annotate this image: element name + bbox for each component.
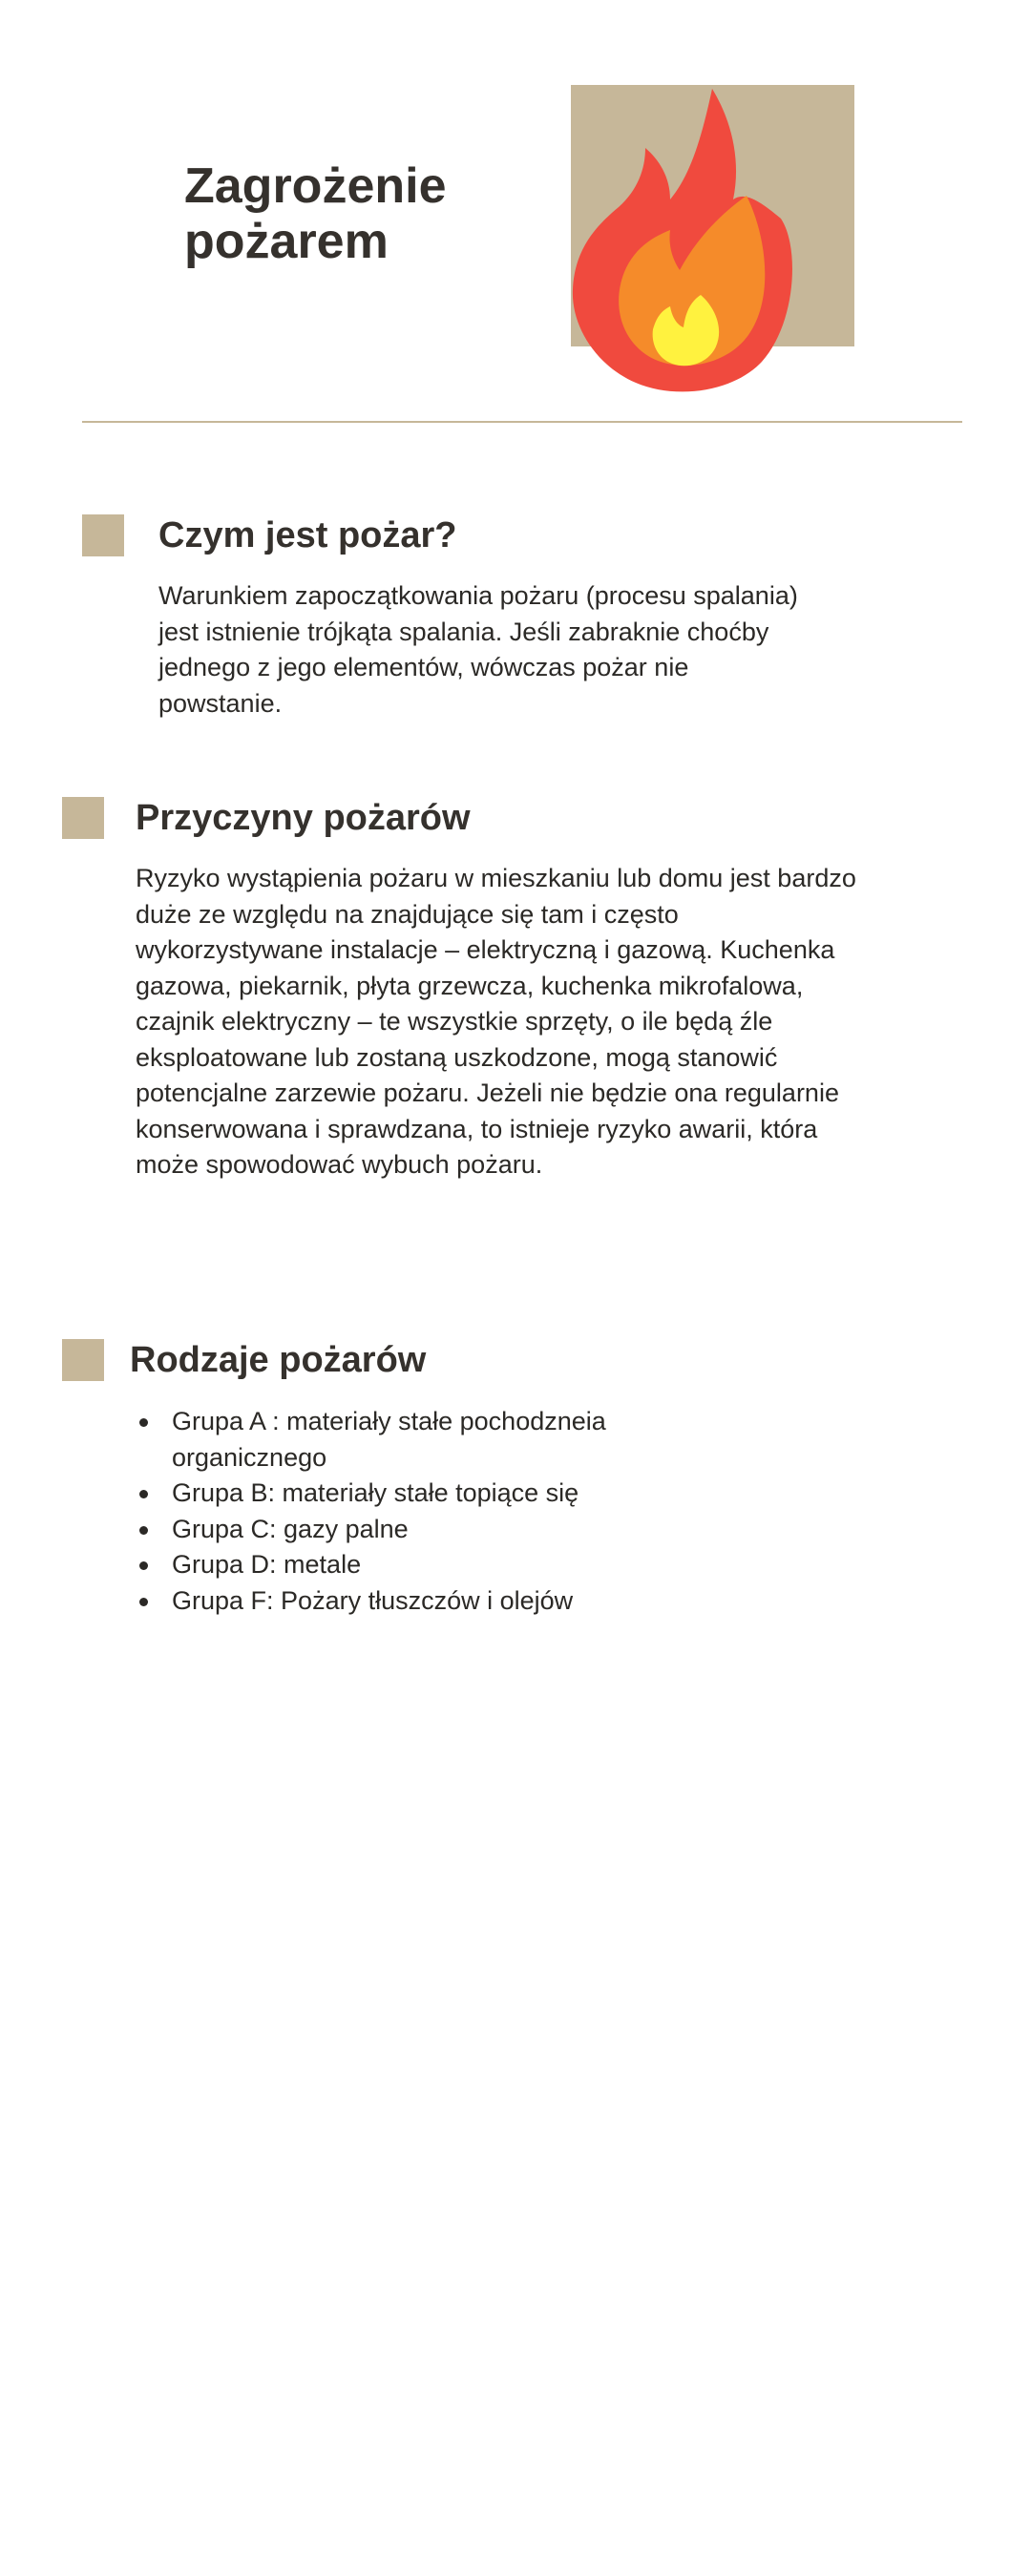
- section-text-czym-jest-pozar: Warunkiem zapoczątkowania pożaru (procesu spalania) jest istnienie trójkąta spalania. Jeśli zabraknie choćby jednego z jego elementów, wówczas pożar nie powstanie.: [158, 581, 798, 718]
- section-heading-czym-jest-pozar: Czym jest pożar?: [158, 515, 457, 555]
- section-text-przyczyny-pozarow: Ryzyko wystąpienia pożaru w mieszkaniu lub domu jest bardzo duże ze względu na znajdujące się tam i często wykorzystywane instalacje – elektryczną i gazową. Kuchenka gazowa, piekarnik, płyta grzewcza, kuchenka mikrofalowa, czajnik elektryczny – te wszystkie sprzęty, o ile będą źle eksploatowane lub zostaną uszkodzone, mogą stanowić potencjalne zarzewie pożaru. Jeżeli nie będzie ona regularnie konserwowana i sprawdzana, to istnieje ryzyko awarii, która może spowodować wybuch pożaru.: [136, 864, 856, 1179]
- page-title: [184, 158, 566, 269]
- list-item-grupa-c: Grupa C: gazy palne: [136, 1512, 708, 1548]
- section-heading-rodzaje-pozarow: Rodzaje pożarów: [130, 1340, 427, 1380]
- page-title-line-2: pożarem: [184, 214, 389, 269]
- section-heading-przyczyny-pozarow: Przyczyny pożarów: [136, 798, 471, 838]
- list-item-grupa-f: Grupa F: Pożary tłuszczów i olejów: [136, 1583, 708, 1620]
- page-title-line-1: Zagrożenie: [184, 158, 447, 214]
- section-marker-1: [82, 514, 124, 556]
- list-item-grupa-b: Grupa B: materiały stałe topiące się: [136, 1476, 708, 1512]
- fire-icon: [571, 85, 800, 394]
- section-marker-3: [62, 1339, 104, 1381]
- section-marker-2: [62, 797, 104, 839]
- list-item-grupa-d: Grupa D: metale: [136, 1547, 708, 1583]
- list-item-grupa-a: Grupa A : materiały stałe pochodzneia organicznego: [136, 1404, 708, 1476]
- fire-classes-list: [136, 1404, 708, 1619]
- header-divider: [82, 421, 962, 423]
